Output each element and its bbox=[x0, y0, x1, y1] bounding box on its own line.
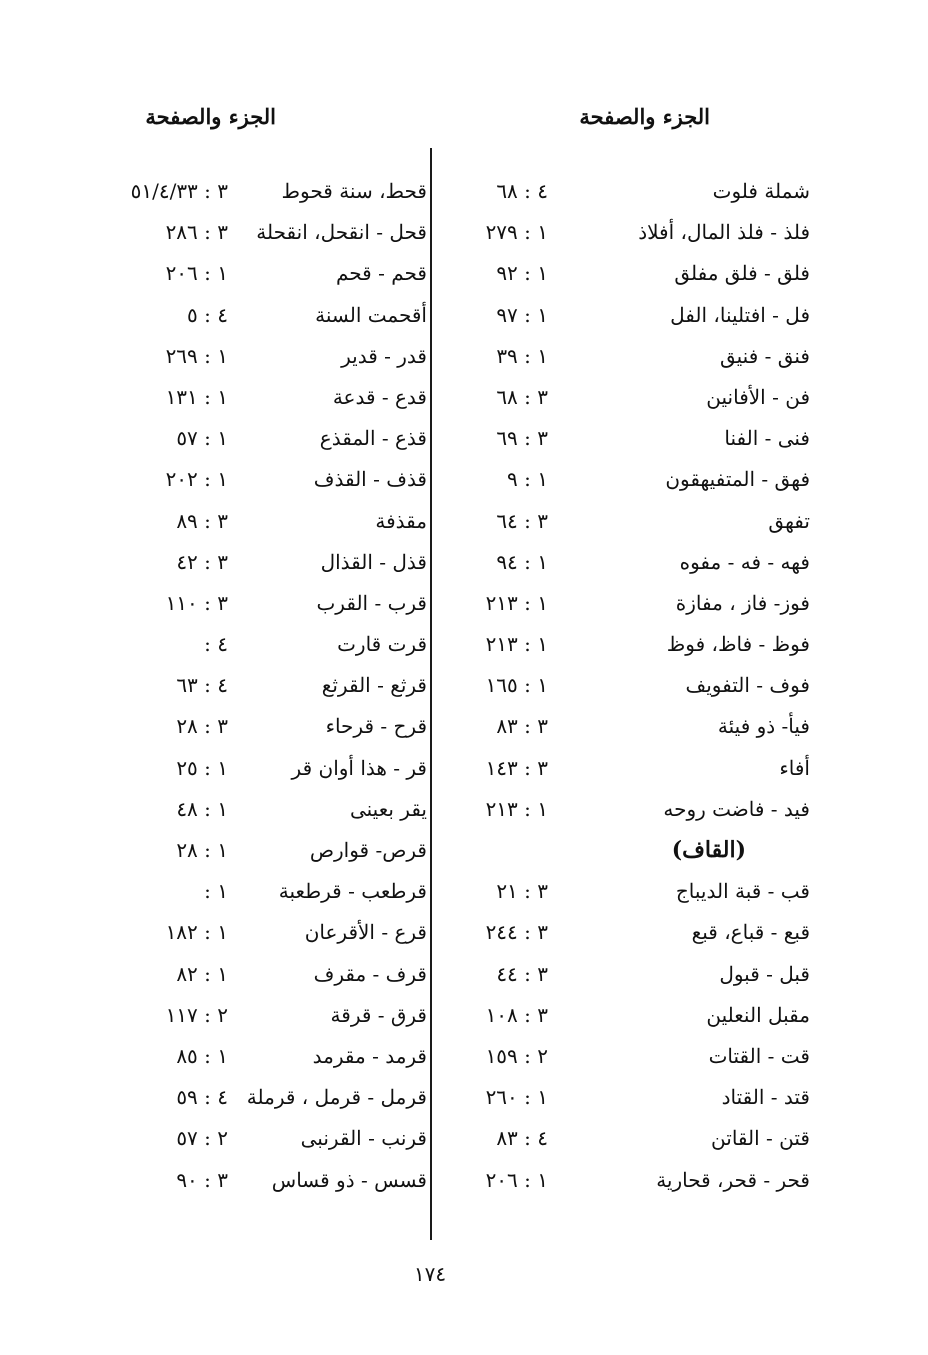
entry-volume-page: ٣ : ٦٤ bbox=[496, 508, 548, 533]
index-entry bbox=[450, 665, 830, 706]
index-entry bbox=[40, 954, 435, 995]
entry-term: فلق - فلق مفلق bbox=[674, 261, 810, 286]
entry-term: فنق - فنيق bbox=[719, 343, 810, 368]
index-entry bbox=[450, 1077, 830, 1118]
entry-volume-page: ٣ : ٥١/٤/٣٣ bbox=[130, 179, 228, 203]
entry-volume-page: ١ : ٩٧ bbox=[496, 302, 548, 327]
entry-volume-page: ١ : ٢٦٠ bbox=[485, 1085, 548, 1110]
entry-volume-page: ٢ : ٥٧ bbox=[176, 1126, 228, 1151]
entry-volume-page: ٤ : bbox=[204, 632, 228, 657]
entry-volume-page: ١ : ٢٦٩ bbox=[165, 343, 228, 368]
entry-volume-page: ١ : ٢٧٩ bbox=[485, 220, 548, 245]
index-entry bbox=[450, 171, 830, 212]
index-entry bbox=[40, 912, 435, 953]
entry-term: مقذفة bbox=[375, 508, 427, 533]
entry-volume-page: ٣ : ١٠٨ bbox=[485, 1002, 548, 1027]
entry-term: تفهق bbox=[768, 508, 810, 533]
index-entry bbox=[450, 706, 830, 747]
entry-term: قرمد - مقرمد bbox=[312, 1043, 427, 1068]
entry-term: قب - قبة الديباج bbox=[675, 879, 810, 904]
entry-term: قبل - قبول bbox=[719, 961, 810, 986]
entry-volume-page: ٣ : ١١٠ bbox=[165, 590, 228, 615]
index-entry bbox=[450, 995, 830, 1036]
index-entry bbox=[450, 377, 830, 418]
index-entry bbox=[450, 624, 830, 665]
entry-term: قرطعب - قرطعبة bbox=[278, 879, 427, 904]
entry-term: فوف - التفويف bbox=[685, 673, 810, 698]
index-entry bbox=[450, 336, 830, 377]
entry-term: قتد - القتاد bbox=[721, 1085, 810, 1110]
entry-volume-page: ١ : ٣٩ bbox=[496, 343, 548, 368]
entry-term: قرمل - قرمل ، قرملة bbox=[246, 1085, 427, 1110]
entry-volume-page: ١ : ٩٢ bbox=[496, 261, 548, 286]
entry-term: قرح - قرحاء bbox=[325, 714, 427, 739]
entry-volume-page: ٣ : ١٤٣ bbox=[485, 755, 548, 780]
entry-volume-page: ٢ : ١٥٩ bbox=[485, 1043, 548, 1068]
entry-volume-page: ١ : ٨٥ bbox=[176, 1043, 228, 1068]
entry-term: قدع - قدعة bbox=[332, 384, 427, 409]
entry-volume-page: ٣ : ٤٤ bbox=[496, 961, 548, 986]
entry-volume-page: ١ : ١٦٥ bbox=[485, 673, 548, 698]
entry-term: فيد - فاضت روحه bbox=[663, 796, 810, 821]
index-entry bbox=[40, 377, 435, 418]
index-entry bbox=[450, 418, 830, 459]
index-entry bbox=[40, 706, 435, 747]
entry-term: قرت قارت bbox=[337, 632, 427, 657]
entry-volume-page: ١ : ١٣١ bbox=[165, 384, 228, 409]
left-column-header: الجزء والصفحة bbox=[145, 104, 276, 129]
entry-volume-page: ٣ : ٦٨ bbox=[496, 384, 548, 409]
entry-term: قرثع - القرثع bbox=[321, 673, 427, 698]
left-index-column bbox=[40, 171, 435, 1201]
index-entry bbox=[40, 1036, 435, 1077]
entry-volume-page: ٤ : ٦٨ bbox=[496, 179, 548, 203]
index-entry bbox=[40, 1118, 435, 1159]
entry-volume-page: ٢ : ١١٧ bbox=[165, 1002, 228, 1027]
index-entry bbox=[450, 1118, 830, 1159]
entry-term: فيأ- ذو فيئة bbox=[717, 714, 810, 739]
entry-volume-page: ١ : ٢١٣ bbox=[485, 632, 548, 657]
entry-volume-page: ٣ : ٢٨٦ bbox=[165, 220, 228, 245]
index-entry bbox=[40, 624, 435, 665]
entry-volume-page: ١ : ٨٢ bbox=[176, 961, 228, 986]
entry-volume-page: ١ : ٢٠٢ bbox=[165, 467, 228, 492]
entry-volume-page: ١ : ٩٤ bbox=[496, 549, 548, 574]
index-entry bbox=[450, 542, 830, 583]
index-entry bbox=[450, 954, 830, 995]
index-entry bbox=[40, 501, 435, 542]
entry-term: فهه - فه - مفوه bbox=[679, 549, 810, 574]
index-entry bbox=[40, 1077, 435, 1118]
entry-volume-page: ١ : ٢٥ bbox=[176, 755, 228, 780]
index-entry bbox=[450, 212, 830, 253]
entry-volume-page: ١ : ٢١٣ bbox=[485, 590, 548, 615]
entry-volume-page: ٣ : ٨٩ bbox=[176, 508, 228, 533]
entry-volume-page: ٣ : ٤٢ bbox=[176, 549, 228, 574]
entry-term: أفاء bbox=[779, 755, 810, 780]
entry-volume-page: ١ : bbox=[204, 879, 228, 904]
right-index-column bbox=[450, 171, 830, 1201]
index-entry bbox=[450, 459, 830, 500]
section-heading: (القاف) bbox=[671, 837, 746, 863]
entry-term: يقر بعينى bbox=[349, 796, 427, 821]
entry-term: قرنب - القرنبى bbox=[300, 1126, 427, 1151]
index-entry bbox=[450, 295, 830, 336]
entry-volume-page: ٣ : ٢٤٤ bbox=[485, 920, 548, 945]
entry-term: قحط، سنة قحوط bbox=[281, 179, 427, 203]
entry-volume-page: ٤ : ٥ bbox=[187, 302, 228, 327]
index-entry bbox=[40, 830, 435, 871]
index-entry bbox=[40, 295, 435, 336]
index-entry bbox=[450, 1160, 830, 1201]
entry-volume-page: ١ : ٤٨ bbox=[176, 796, 228, 821]
entry-term: قرص- قوارص bbox=[309, 838, 427, 862]
entry-term: قذع - المقذع bbox=[319, 426, 427, 451]
right-column-header: الجزء والصفحة bbox=[579, 104, 710, 129]
entry-term: فهق - المتفيهقون bbox=[665, 467, 810, 492]
index-entry bbox=[450, 912, 830, 953]
index-entry bbox=[40, 995, 435, 1036]
entry-volume-page: ١ : ٢٠٦ bbox=[485, 1167, 548, 1192]
entry-volume-page: ١ : ٩ bbox=[507, 467, 548, 492]
index-entry bbox=[40, 789, 435, 830]
index-entry bbox=[40, 253, 435, 294]
entry-volume-page: ٣ : ٩٠ bbox=[176, 1167, 228, 1192]
entry-volume-page: ٤ : ٨٣ bbox=[496, 1126, 548, 1151]
entry-term: قحم - قحم bbox=[335, 261, 427, 286]
entry-term: فلذ - فلذ المال، أفلاذ bbox=[638, 220, 810, 245]
entry-term: قت - القتات bbox=[708, 1043, 810, 1068]
index-entry bbox=[40, 336, 435, 377]
index-entry bbox=[40, 748, 435, 789]
entry-volume-page: ١ : ٢٠٦ bbox=[165, 261, 228, 286]
index-entry bbox=[40, 1160, 435, 1201]
index-entry bbox=[40, 665, 435, 706]
index-entry bbox=[40, 583, 435, 624]
entry-term: شملة فلوت bbox=[712, 179, 810, 203]
entry-volume-page: ٤ : ٥٩ bbox=[176, 1085, 228, 1110]
entry-term: قحر - قحر، قحارية bbox=[656, 1167, 810, 1192]
index-entry bbox=[450, 501, 830, 542]
entry-term: قرف - مقرف bbox=[313, 961, 427, 986]
entry-term: فوظ - فاظ، فوظ bbox=[666, 632, 810, 657]
entry-volume-page: ٣ : ٢١ bbox=[496, 879, 548, 904]
entry-term: قذل - القذال bbox=[320, 549, 427, 574]
entry-term: قتن - القاتن bbox=[711, 1126, 810, 1151]
entry-volume-page: ١ : ٢١٣ bbox=[485, 796, 548, 821]
index-entry bbox=[450, 871, 830, 912]
index-entry bbox=[450, 748, 830, 789]
index-entry bbox=[450, 1036, 830, 1077]
entry-term: قذف - القذف bbox=[313, 467, 427, 492]
index-entry bbox=[40, 418, 435, 459]
index-entry bbox=[40, 871, 435, 912]
entry-volume-page: ٤ : ٦٣ bbox=[176, 673, 228, 698]
entry-term: قرق - قرقة bbox=[330, 1002, 427, 1027]
entry-term: فل - افتلينا، الفل bbox=[670, 302, 810, 327]
entry-term: قحل - انقحل، انقحلة bbox=[256, 220, 427, 245]
index-entry bbox=[40, 212, 435, 253]
entry-volume-page: ١ : ٢٨ bbox=[176, 838, 228, 862]
entry-term: قرب - القرب bbox=[316, 590, 427, 615]
index-entry bbox=[450, 789, 830, 830]
entry-term: فن - الأفانين bbox=[706, 384, 810, 409]
entry-term: قسس - ذو قساس bbox=[271, 1167, 427, 1192]
index-entry bbox=[40, 459, 435, 500]
entry-volume-page: ١ : ١٨٢ bbox=[165, 920, 228, 945]
entry-term: فنى - الفنا bbox=[724, 426, 810, 451]
entry-volume-page: ٣ : ٨٣ bbox=[496, 714, 548, 739]
entry-term: قر - هذا أوان قر bbox=[291, 755, 427, 780]
index-entry bbox=[450, 253, 830, 294]
entry-term: فوز- فاز ، مفازة bbox=[675, 590, 810, 615]
entry-volume-page: ١ : ٥٧ bbox=[176, 426, 228, 451]
index-entry bbox=[40, 542, 435, 583]
entry-term: أقحمت السنة bbox=[315, 302, 427, 327]
entry-term: قبع - قباع، قبع bbox=[691, 920, 810, 945]
index-entry bbox=[450, 830, 830, 871]
entry-term: قرع - الأقرعان bbox=[304, 920, 427, 945]
entry-volume-page: ٣ : ٢٨ bbox=[176, 714, 228, 739]
index-entry bbox=[40, 171, 435, 212]
entry-term: قدر - قدير bbox=[341, 343, 427, 368]
index-entry bbox=[450, 583, 830, 624]
entry-term: مقبل النعلين bbox=[706, 1002, 810, 1027]
page-number: ١٧٤ bbox=[413, 1262, 447, 1286]
entry-volume-page: ٣ : ٦٩ bbox=[496, 426, 548, 451]
